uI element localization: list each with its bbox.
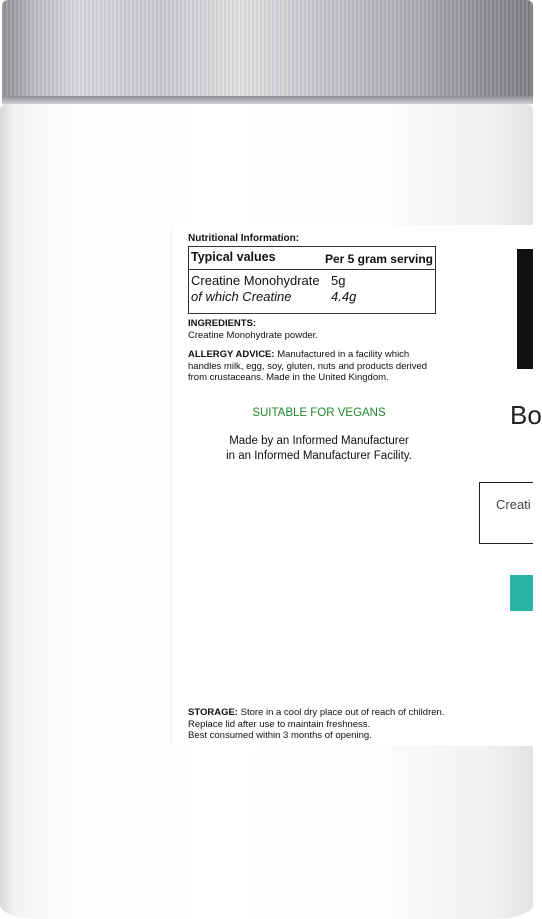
accent-bar — [510, 575, 533, 611]
nutrient-value: 5g — [331, 273, 346, 288]
nutrition-title: Nutritional Information: — [188, 233, 300, 244]
vegan-badge: SUITABLE FOR VEGANS — [252, 407, 386, 419]
nutrient-value: 4.4g — [331, 289, 357, 304]
jar-lid-rim — [2, 96, 533, 104]
manufacturer-line: in an Informed Manufacturer Facility. — [226, 450, 412, 462]
jar-lid — [2, 0, 533, 100]
product-name-fragment: Creati — [496, 497, 531, 512]
nutrient-name: Creatine Monohydrate — [191, 273, 320, 288]
storage-heading: STORAGE: — [188, 707, 238, 718]
manufacturer-statement — [180, 434, 458, 464]
storage-line: Best consumed within 3 months of opening. — [188, 730, 372, 741]
nutrient-name: of which Creatine — [191, 289, 292, 304]
header-typical-values: Typical values — [191, 250, 276, 264]
brand-logo-block — [517, 249, 533, 369]
storage-info — [188, 707, 448, 742]
header-per-serving: Per 5 gram serving — [324, 252, 433, 266]
allergy-heading: ALLERGY ADVICE: — [188, 349, 275, 360]
nutrition-table — [188, 246, 436, 314]
manufacturer-line: Made by an Informed Manufacturer — [229, 435, 409, 447]
storage-line: Replace lid after use to maintain freshness. — [188, 718, 371, 730]
product-name-box — [479, 482, 533, 544]
storage-line: Store in a cool dry place out of reach of children. — [237, 707, 445, 718]
ingredients-heading: INGREDIENTS: — [188, 318, 257, 329]
allergy-text: Manufactured in a facility which handles milk, egg, soy, gluten, nuts and products derived from crustaceans. Made in the United Kingdom. — [188, 349, 428, 383]
brand-name-fragment: Bo — [510, 400, 542, 430]
nutrition-table-header — [189, 247, 435, 270]
ingredients-text: Creatine Monohydrate powder. — [188, 330, 318, 341]
allergy-advice — [188, 349, 438, 384]
